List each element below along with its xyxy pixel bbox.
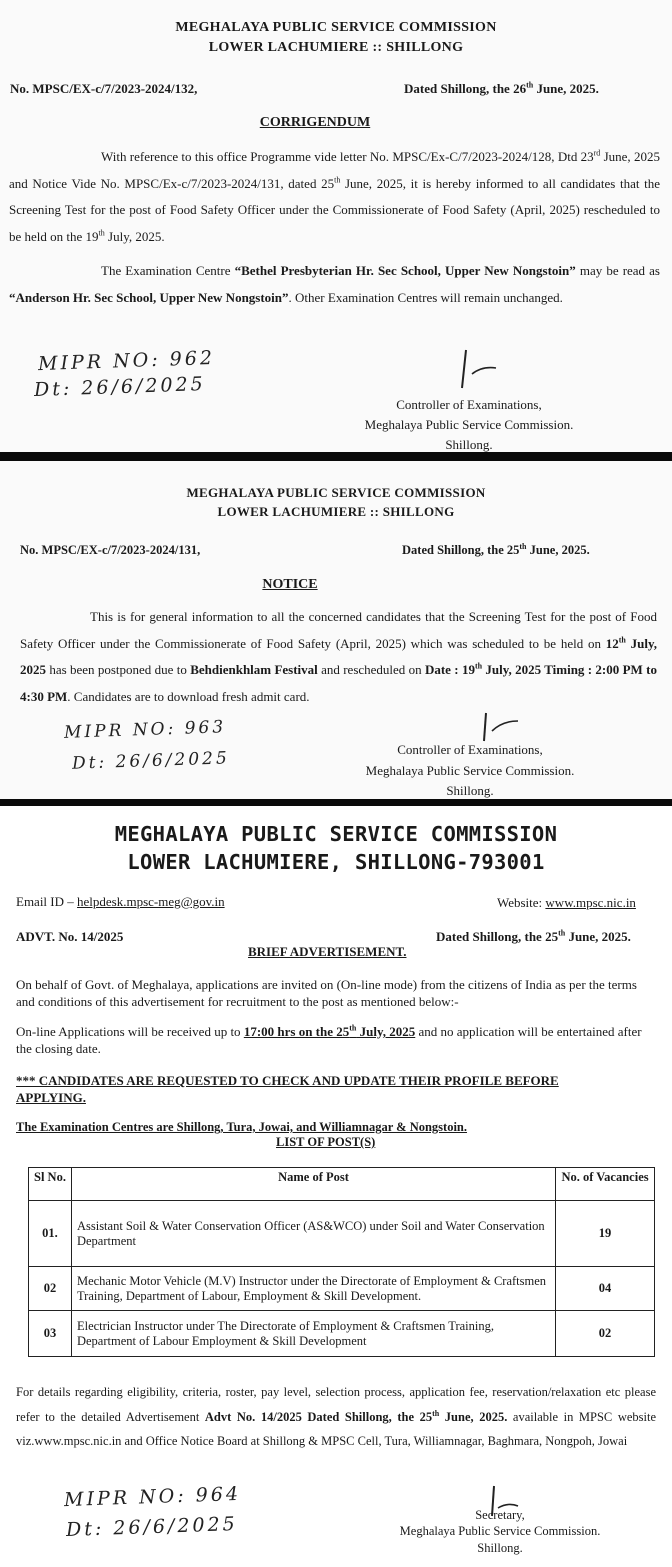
notice-signatory-title: Controller of Examinations, [397, 742, 543, 757]
notice-title: NOTICE [262, 577, 318, 592]
advertisement-handwritten-mipr: MIPR NO: 964 [63, 1482, 242, 1512]
row-sl: 03 [29, 1311, 72, 1357]
notice-signatory-place: Shillong. [446, 783, 494, 798]
corrigendum-ref-no: No. MPSC/EX-c/7/2023-2024/132, [10, 81, 198, 96]
notice-handwritten-mipr: MIPR NO: 963 [63, 717, 227, 743]
corrigendum-section [0, 0, 672, 452]
website-link[interactable]: www.mpsc.nic.in [545, 895, 636, 910]
posts-table-header [29, 1168, 655, 1201]
notice-ref-no: No. MPSC/EX-c/7/2023-2024/131, [20, 543, 201, 557]
corrigendum-signatory-place: Shillong. [445, 437, 493, 452]
table-row [29, 1201, 655, 1267]
advertisement-signatory-title: Secretary, [475, 1508, 525, 1522]
row-post-name: Mechanic Motor Vehicle (M.V) Instructor under the Directorate of Employment & Craftsmen Training, Department of Labour, Employment & Skill Development. [71, 1267, 555, 1311]
advertisement-email: Email ID – helpdesk.mpsc-meg@gov.in [16, 894, 225, 909]
corrigendum-paragraph-1: With reference to this office Programme vide letter No. MPSC/Ex-C/7/2023-2024/128, Dtd 23rd June, 2025 and Notice Vide No. MPSC/Ex-c/7/2023-2024/131, dated 25th June, 2025, it is hereby informed to all candidates that the Screening Test for the post of Food Safety Officer under the Commissionerate of Food Safety (April, 2025) rescheduled to be held on the 19th July, 2025. [9, 148, 660, 244]
advertisement-intro: On behalf of Govt. of Meghalaya, applications are invited on (On-line mode) from the citizens of India as per the terms and conditions of this advertisement for recruitment to the post as mentioned below:- [16, 977, 637, 1009]
advertisement-list-title: LIST OF POST(S) [276, 1135, 376, 1149]
corrigendum-paragraph-2: The Examination Centre “Bethel Presbyterian Hr. Sec School, Upper New Nongstoin” may be read as “Anderson Hr. Sec School, Upper New Nongstoin”. Other Examination Centres will remain unchanged. [9, 263, 660, 305]
notice-org-line2: LOWER LACHUMIERE :: SHILLONG [217, 504, 455, 519]
section-divider-1 [0, 452, 672, 461]
notice-date: Dated Shillong, the 25th June, 2025. [402, 541, 590, 557]
advertisement-signatory-place: Shillong. [477, 1541, 523, 1555]
corrigendum-title: CORRIGENDUM [259, 115, 371, 130]
advertisement-handwritten-date: Dt: 26/6/2025 [65, 1513, 239, 1541]
corrigendum-org-line2: LOWER LACHUMIERE :: SHILLONG [208, 40, 464, 55]
header-vacancies: No. of Vacancies [556, 1168, 655, 1201]
advertisement-org-line2: LOWER LACHUMIERE, SHILLONG-793001 [127, 850, 545, 874]
notice-handwritten-date: Dt: 26/6/2025 [71, 748, 231, 774]
notice-org-line1: MEGHALAYA PUBLIC SERVICE COMMISSION [186, 485, 486, 500]
corrigendum-handwritten-date: Dt: 26/6/2025 [33, 373, 207, 401]
advertisement-org-line1: MEGHALAYA PUBLIC SERVICE COMMISSION [114, 822, 558, 846]
row-vacancies: 02 [556, 1311, 655, 1357]
posts-table [28, 1167, 655, 1357]
advertisement-signatory-org: Meghalaya Public Service Commission. [399, 1524, 601, 1538]
corrigendum-signatory-org: Meghalaya Public Service Commission. [364, 417, 574, 432]
advertisement-exam-centres: The Examination Centres are Shillong, Tura, Jowai, and Williamnagar & Nongstoin. [16, 1120, 468, 1134]
corrigendum-signatory-title: Controller of Examinations, [396, 397, 542, 412]
advertisement-advt-no: ADVT. No. 14/2025 [16, 929, 124, 944]
notice-paragraph: This is for general information to all the concerned candidates that the Screening Test for the post of Food Safety Officer under the Commissionerate of Food Safety (April, 2025) which was scheduled to be held on 12th July, 2025 has been postponed due to Behdienkhlam Festival and rescheduled on Date : 19th July, 2025 Timing : 2:00 PM to 4:30 PM. Candidates are to download fresh admit card. [20, 609, 658, 704]
row-sl: 01. [29, 1201, 72, 1267]
advertisement-online-info: On-line Applications will be received up to 17:00 hrs on the 25th July, 2025 and no application will be entertained after the closing date. [16, 1023, 642, 1056]
notice-signatory-org: Meghalaya Public Service Commission. [365, 763, 575, 778]
row-sl: 02 [29, 1267, 72, 1311]
corrigendum-handwritten-mipr: MIPR NO: 962 [37, 346, 216, 376]
table-row [29, 1311, 655, 1357]
notice-signature-icon [476, 709, 536, 745]
row-vacancies: 04 [556, 1267, 655, 1311]
row-post-name: Assistant Soil & Water Conservation Officer (AS&WCO) under Soil and Water Conservation Department [71, 1201, 555, 1267]
advertisement-title: BRIEF ADVERTISEMENT. [248, 944, 407, 959]
advertisement-website: Website: www.mpsc.nic.in [497, 895, 636, 910]
row-vacancies: 19 [556, 1201, 655, 1267]
header-name-of-post: Name of Post [71, 1168, 555, 1201]
advertisement-details: For details regarding eligibility, criteria, roster, pay level, selection process, application fee, reservation/relaxation etc please refer to the detailed Advertisement Advt No. 14/2025 Dated Shillong, the 25th June, 2025. available in MPSC website viz.www.mpsc.nic.in and Office Notice Board at Shillong & MPSC Cell, Tura, Williamnagar, Baghmara, Nongpoh, Jowai [16, 1385, 657, 1448]
header-sl-no: Sl No. [29, 1168, 72, 1201]
table-row [29, 1267, 655, 1311]
advertisement-date: Dated Shillong, the 25th June, 2025. [436, 928, 631, 944]
section-divider-2 [0, 799, 672, 806]
corrigendum-org-line1: MEGHALAYA PUBLIC SERVICE COMMISSION [175, 20, 497, 35]
row-post-name: Electrician Instructor under The Directorate of Employment & Craftsmen Training, Department of Labour Employment & Skill Development [71, 1311, 555, 1357]
email-link[interactable]: helpdesk.mpsc-meg@gov.in [77, 894, 225, 909]
corrigendum-signature-icon [452, 344, 512, 394]
notice-section [0, 461, 672, 799]
advertisement-candidates-notice: *** CANDIDATES ARE REQUESTED TO CHECK AND UPDATE THEIR PROFILE BEFORE APPLYING. [16, 1073, 559, 1105]
corrigendum-date: Dated Shillong, the 26th June, 2025. [404, 80, 599, 96]
